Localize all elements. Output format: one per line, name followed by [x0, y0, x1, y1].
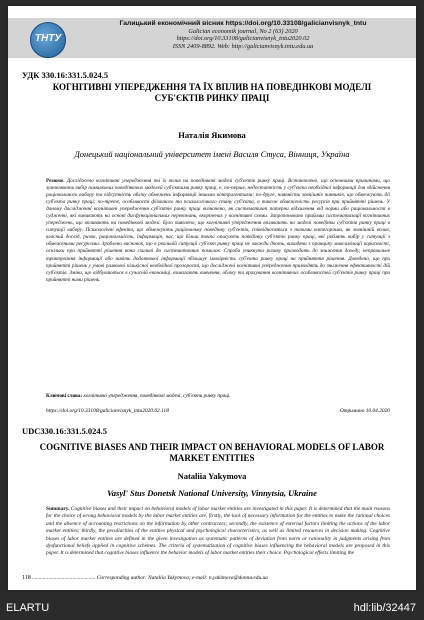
- keywords-text-ua: когнітивні упередження, поведінкові моделі, суб'єкти ринку праці.: [83, 393, 231, 399]
- abstract-ua: [46, 178, 390, 284]
- viewer-bottom-bar: [0, 598, 424, 620]
- journal-doi-line: https://doi.org/10.33108/galicianvisnyk_tntu2020.02: [176, 35, 310, 43]
- affiliation-ua: Донецький національний університет імені Василя Стуса, Вінниця, Україна: [74, 149, 350, 159]
- affiliation-en: Vasyl' Stus Donetsk National University, Vinnytsia, Ukraine: [107, 488, 317, 498]
- handle-label[interactable]: hdl:lib/32447: [353, 602, 416, 614]
- journal-logo: [30, 22, 66, 58]
- article-doi-link[interactable]: https://doi.org/10.33108/galicianvisnyk_tntu2020.02.118: [46, 408, 169, 414]
- udc-code-en: UDC330.16:331.5.024.5: [22, 426, 107, 436]
- abstract-body-en: Cognitive biases and their impact on behavioral models of labor market entities are investigated in this paper. It is determined that the main reasons for the choice of wrong behavioral models by the labor market entities are, firstly, the lack of necessary information for the entities to make the rational choices and the absence of accounting restrictions on the information by other contractors; secondly, the existence of external factors limiting the actions of the labor market entities; thirdly, the peculiarities of the entities physical and psychological characteristics, as well as limited resources in decision making. Cognitive biases of labor market entities are defined in the given investigation as systematic patterns of deviation from norm or rationality in judgments arising from dysfunctional beliefs applied in cognitive schemes. The criteria of systematization of cognitive biases influencing the behavioral models are proposed in this paper. It is determined that cognitive biases influence the behavior models of labor market entities their choice. Psychological effects limiting the: [46, 506, 391, 557]
- author-name-ua: Наталія Якимова: [178, 130, 246, 140]
- corresponding-author: Corresponding author: Nataliia Yakymova; e-mail: n.yakimova@donnu.edu.ua: [96, 575, 268, 581]
- abstract-en: [46, 506, 390, 558]
- author-name-en: Nataliia Yakymova: [177, 471, 247, 481]
- keywords-lead-ua: Ключові слова:: [46, 393, 83, 399]
- udk-code: УДК 330.16:331.5.024.5: [22, 70, 109, 80]
- article-title-ua: КОГНІТИВНІ УПЕРЕДЖЕННЯ ТА ЇХ ВПЛИВ НА ПОВЕДІНКОВІ МОДЕЛІ СУБ'ЄКТІВ РИНКУ ПРАЦІ: [52, 82, 372, 103]
- keywords-ua: [46, 393, 390, 400]
- journal-logo-text: ТНТУ: [34, 33, 62, 44]
- page-number: 118: [22, 575, 31, 581]
- journal-issue-line: Galician economik journal, No 2 (63) 2020: [188, 27, 298, 35]
- document-page: [8, 6, 416, 590]
- repository-label: ELARTU: [6, 602, 50, 614]
- journal-title-line: Галицький економічний вісник https://doi.org/10.33108/galicianvisnyk_tntu: [119, 20, 367, 27]
- page-footer: 118 ............................................... Corresponding author: Nataliia Yakymova; e-mail: n.yakimova@donnu.edu.ua: [22, 575, 268, 581]
- journal-issn-line: ISSN 2409-8892. Web: http://galicianvisnyk.tntu.edu.ua: [172, 42, 314, 50]
- abstract-body-ua: Досліджено когнітивні упередження та їх вплив на поведінкові моделі суб'єктів ринку праці. Встановлено, що основними причинами, що зумовлюють вибір помилкових поведінкових моделей суб'єктами ринку праці, є, по-перше, недостатність у суб'єкта необхідної інформації для здійснення раціонального вибору та відсутність обліку обмежень інформації іншими контрагентами; по-друге, наявність зовнішніх чинників, що обмежують дії суб'єкта ринку праці; по-третє, особливості фізичного та психологічного стану суб'єкта, а також обмеженість ресурсів при прийнятті рішень. У даному дослідженні когнітивні упередження суб'єктів ринку праці визначено, як систематичні патерни відхилення від норми або раціональності в судженні, які виникають на основі дисфункціональних переконань, вкорінених у когнітивні схеми. Запропоновано прийоми систематизації когнітивних упереджень, що впливають на поведінкові моделі. Було виявлено, що когнітивні упередження впливають на моделі поведінки суб'єктів ринку праці в ситуації вибору. Психологічні ефекти, що обмежують раціональну поведінку суб'єктів, співвідносяться з такими категоріями, як зовнішній вплив, власний досвід, ризик, раціональність, інформація, час, що більш точно описують поведінку суб'єктів ринку праці, які роблять вибір у ситуації з обмеженими ресурсами. Зроблено висновок, що в реальній ситуації суб'єкт ринку праці не завжди діють, виходячи з принципу максимізації корисності, оскільки при прийнятті рішення вони схильні до систематичних помилок. Спроба уникнути ризику призводить до зниження доходу, неправильне трактування інформації або навіть додаткової інформації збільшує імовірність суб'єкта ринку праці на прийняття рішення. Доведено, що при прийнятті рішень у умові рамкової кількісної необхідної прозорості, що досліджені когнітивні упередження призводять до зниження ефективності дій суб'єктів. Зміни, що відбуваються в сучасній економіці, вимагають вивчення, обліку та врахування когнітивних особливостей суб'єктів ринку праці при прийнятті ними рішень.: [46, 178, 391, 283]
- article-doi-row: [46, 408, 390, 414]
- received-date: Отримано 10.04.2020: [339, 408, 390, 414]
- abstract-lead-en: Summary.: [46, 506, 70, 512]
- article-title-en: COGNITIVE BIASES AND THEIR IMPACT ON BEHAVIORAL MODELS OF LABOR MARKET ENTITIES: [39, 442, 385, 463]
- journal-header: [78, 20, 408, 50]
- abstract-lead-ua: Резюме.: [46, 178, 65, 184]
